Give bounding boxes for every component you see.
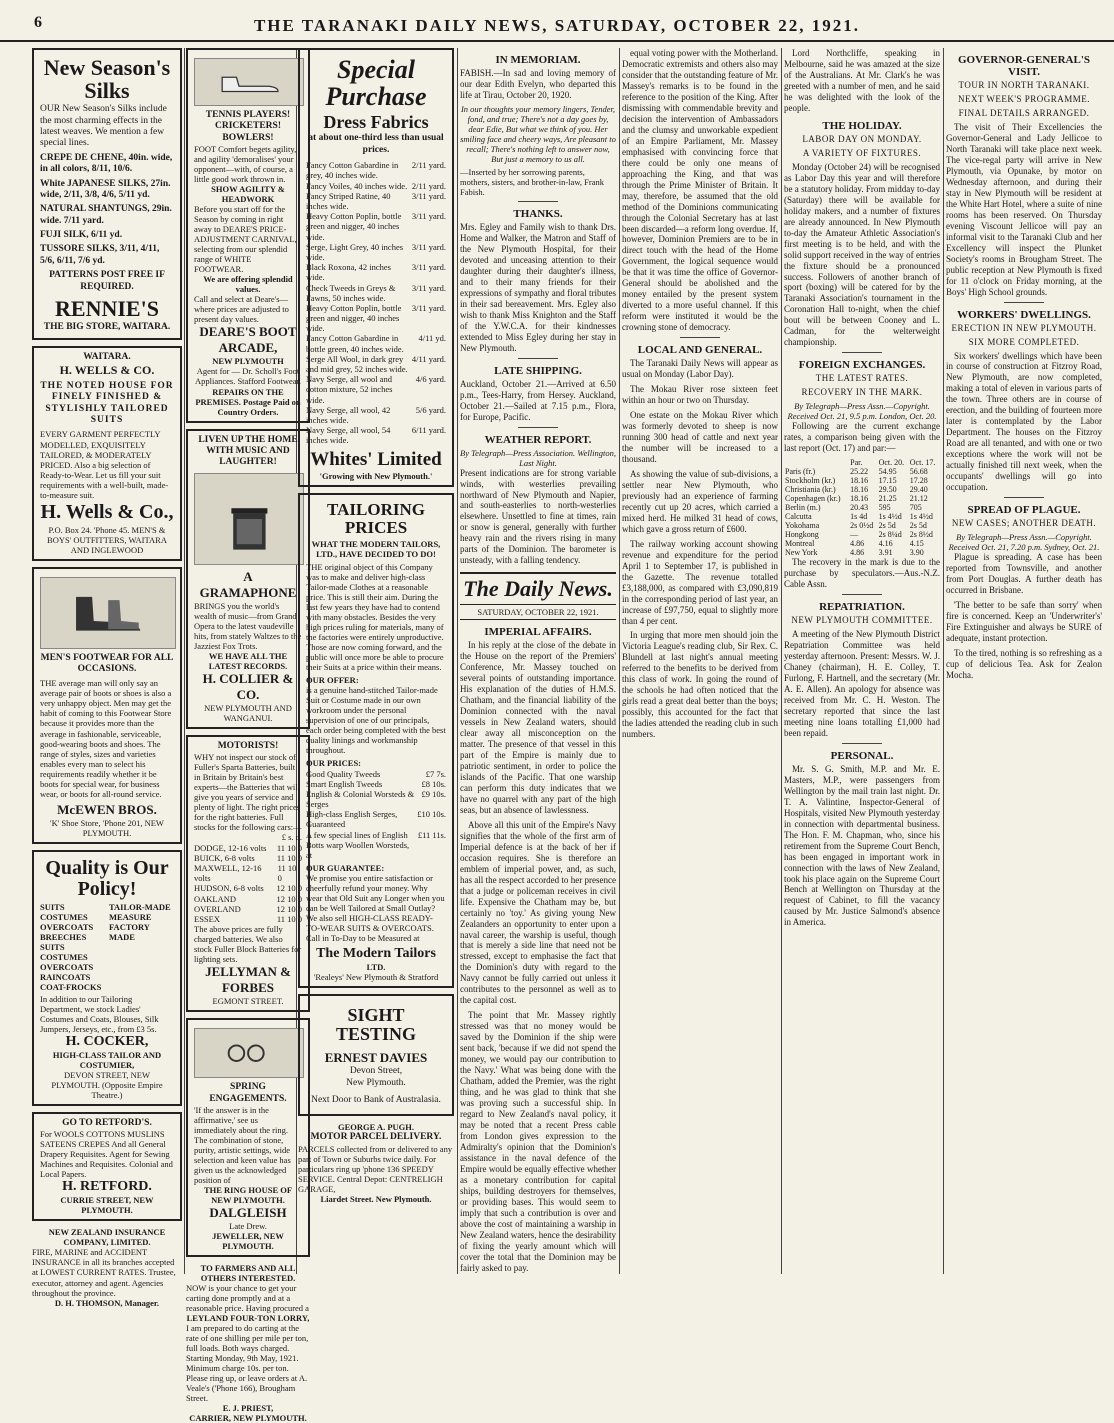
holiday-heading: THE HOLIDAY. [822, 119, 902, 132]
paragraph: The Mokau River rose sixteen feet within an hour or two on Thursday. [622, 384, 778, 406]
shop-address: P.O. Box 24. 'Phone 45. MEN'S & BOYS' OUTFITTERS, WAITARA AND INGLEWOOD [47, 524, 167, 555]
divider [518, 358, 558, 359]
shop-agent: Agent for — Dr. Scholl's Foot Appliances. Stafford Footwear. [194, 366, 302, 387]
ring-icon [217, 1034, 282, 1072]
price-row: Fancy Striped Ratine, 40 inches wide. 3/11 yard. [306, 190, 446, 212]
paragraph: The point that Mr. Massey rightly stressed was that no money would be saved by the Dominion if the ship were sent back, 'because if we did not spend the money, we would pay our contribution to the Navy.' What was being done with the Chatham, added the Premier, was the right thing, and he was glad to think that she was proving such a successful ship. In regard to New Zealand's naval policy, it may be noted that a recent Press cable from London gives expression to the Admiralty's opinion that the Dominion's assistance in the naval defence of the Empire would be equally effective whether as a monetary contribution for capital ships, building destroyers for themselves, or providing bases. This would seem to imply that such a contribution is over and above the cost of maintaining a warship in New Zealand waters, hence the desirability of fixing the yearly amount which will cover the total that the Dominion may be fairly asked to pay. [460, 1010, 616, 1273]
ad-body-2: I am prepared to do carting at the rate of one shilling per mile per ton, full loads. Both ways charged. Starting Monday, 9th May, 1921. Minimum charge 10s. per ton. Please ring up, or leave orders at A. Veale's ('Phone 166), Brougham Street. [186, 1323, 309, 1404]
holiday-body [784, 162, 940, 348]
guarantee-heading: OUR GUARANTEE: [306, 863, 385, 874]
ad-records: WE HAVE ALL THE LATEST RECORDS. [208, 650, 288, 671]
ad-title: TENNIS PLAYERS! CRICKETERS! BOWLERS! [205, 110, 291, 143]
plague-heading: SPREAD OF PLAGUE. [967, 504, 1081, 517]
table-row: Calcutta 1s 4d 1s 4½d 1s 4½d [785, 512, 933, 522]
column-rule [184, 48, 185, 1274]
paragraph: 'The better to be safe than sorry' when fire is concerned. Keep an 'Underwriter's' Fire Extinguisher and always be SURE of adequate, instant protection. [946, 600, 1102, 643]
paragraph: To the tired, nothing is so refreshing as a cup of delicious Tea. Ask for Zealon Mocha. [946, 647, 1102, 680]
dwellings-subheading: ERECTION IN NEW PLYMOUTH. [951, 322, 1097, 333]
editorial-heading: IMPERIAL AFFAIRS. [484, 626, 592, 639]
local-general-body [622, 358, 778, 740]
local-general-heading: LOCAL AND GENERAL. [637, 344, 763, 357]
shop-street: EGMONT STREET. [212, 996, 284, 1007]
column-3 [298, 48, 454, 1274]
paragraph: Six workers' dwellings which have been in course of construction at Fitzroy Road, New Plymouth, are now completed, making a total of eleven in various parts of the town. Three others are in course of erection, and the building of fourteen more later is contemplated by the Labor Department. The houses on the Fitzroy Road are all tenanted, and with one or two exceptions where the work will not be actually finished till next week, when the occupants' dwellings will go into occupation. [946, 350, 1102, 493]
dwellings-body [946, 351, 1102, 494]
price-row: High-class English Serges, Guaranteed £10 10s. [306, 809, 446, 830]
paragraph: The visit of Their Excellencies the Governor-General and Lady Jellicoe to North Taranaki will take place next week. The vice-regal party will arrive in New Plymouth, via Opunake, by motor on Wednesday afternoon, and during their stay in New Plymouth will be resident at the White Hart Hotel, where a suite of nine rooms has been reserved. On Thursday evening Viscount Jellicoe will pay an informal visit to the Taranaki Club and her Excellency will inspect the Plunket Society's rooms in Brougham Street. The public reception at New Plymouth is fixed for 11 o'clock on Friday morning, at the Boys' High School grounds. [946, 122, 1102, 297]
guarantee-body: We promise you entire satisfaction or cheerfully refund your money. Why wear that Old Suit any Longer when you can be Well Tailored at Small Outlay? We also sell HIGH-CLASS READY-TO-WEAR SUITS & OVERCOATS. Call in To-Day to be Measured at [306, 873, 445, 944]
ad-subtitle: Dress Fabrics [323, 111, 429, 132]
shop-town: NEW PLYMOUTH [212, 356, 284, 367]
cocker-advertisement [32, 850, 182, 1106]
ad-item: TUSSORE SILKS, 3/11, 4/11, 5/6, 6/11, 7/6 yd. [40, 244, 160, 266]
table-row: Yokohama 2s 0½d 2s 5d 2s 5d [785, 521, 927, 531]
price-list-header: £ s. d. [281, 832, 302, 843]
paragraph: The recovery in the mark is due to the purchase by speculators.—Aus.-N.Z. Cable Assn. [784, 557, 940, 590]
shop-name: DEARE'S BOOT ARCADE, [199, 324, 297, 356]
page-number: 6 [34, 14, 42, 31]
editorial-continued [622, 48, 778, 333]
price-row: BUICK, 6-8 volts 11 10 0 [194, 852, 302, 863]
holiday-subheading-2: A VARIETY OF FIXTURES. [802, 147, 922, 158]
price-row: Check Tweeds in Greys & Fawns, 50 inches wide. 3/11 yard. [306, 282, 446, 303]
fabric-price-list [306, 160, 446, 445]
ad-body: THE original object of this Company was to make and deliver high-class Tailor-made Clothes at a reasonable price. This is still their aim. During the last few years they have had to contend with many obstacles. Besides the very high prices ruling for materials, many of the factories were entirely unproductive. Those are now coming forward, and the public will once more be able to procure their Suits at a price within their means. [306, 562, 444, 673]
ad-item: White JAPANESE SILKS, 27in. wide, 2/11, 3/8, 4/6, 5/11 yd. [40, 178, 171, 200]
parcel-delivery-advertisement [298, 1122, 454, 1204]
paper-nameplate: The Daily News. [460, 572, 616, 605]
motorists-advertisement [186, 735, 310, 1012]
shop-address: NEW PLYMOUTH AND WANGANUI. [204, 702, 292, 723]
column-7 [946, 48, 1102, 1274]
ad-item: FUJI SILK, 6/11 yd. [40, 230, 123, 241]
shop-name: H. RETFORD. [62, 1179, 152, 1195]
ad-item: PATTERNS POST FREE IF REQUIRED. [49, 270, 165, 292]
shop-address: DEVON STREET, NEW PLYMOUTH. (Opposite Empire Theatre.) [51, 1069, 163, 1100]
tailoring-advertisement [298, 493, 454, 988]
weather-body: Present indications are for strong variable winds, with westerlies prevailing northward of New Plymouth and Napier, and south-easterlies to north-westerlies elsewhere. Unsettled to fine at times, rain or snow is general, generally with further heavy rain and the rivers rising in many parts of the Dominion. The barometer is unsteady, with a falling tendency. [460, 467, 616, 566]
price-row: HUDSON, 6-8 volts 12 10 0 [194, 883, 302, 894]
ad-title: New Season's Silks [43, 55, 171, 104]
price-row: Serge, Light Grey, 40 inches wide. 3/11 yard. [306, 241, 446, 262]
repatriation-heading: REPATRIATION. [819, 601, 905, 614]
price-row: English & Colonial Worsteds & Serges £9 10s. [306, 788, 446, 810]
price-row: ESSEX 11 10 0 [194, 913, 302, 924]
shop-late: Late Drew. [229, 1221, 267, 1232]
insurance-advertisement [32, 1227, 182, 1307]
ad-body: THE average man will only say an average pair of boots or shoes is also a very unhappy object. Men may get the habit of coming to this Footwear Store because it provides more than the average in fashionable, serviceable, good-wearing boots and shoes. The range of styles, sizes and varieties enables every man to select his requirements readily whether it be boots for special wear, for business wear, or boots for all-round service. [40, 678, 172, 799]
paragraph: equal voting power with the Motherland. Democratic extremists and others also may consider that the outstanding feature of Mr. Massey's remarks is to be found in the reference to the position of the King. After dismissing with commendable brevity and decision the intervention of Ambassadors and the clumsy and unworkable expedient of an Empire Parliament, Mr. Massey emphasised with convincing force that there could be only one means of approaching the King, and that was through the Prime Minister of Britain. It may, therefore, be assumed that the old method of the Dominions communicating through the Colonial Secretary has at last been discarded—a reform long overdue. If, however, Dominion Premiers are to be in direct touch with the head of the Home Government, the logical sequence would be that it was time the office of Governor-General should be abolished and the money entailed by the present system diverted to a more useful channel. If this reform were instituted it would be the crowning stone of democracy. [622, 48, 778, 333]
price-row: Black Roxona, 42 inches wide. 3/11 yard. [306, 262, 446, 283]
exchanges-heading: FOREIGN EXCHANGES. [798, 359, 926, 372]
gramophone-icon [217, 483, 282, 555]
price-row: Good Quality Tweeds £7 7s. [306, 768, 446, 779]
ad-body: FOOT Comfort begets agility, and agility 'demoralises' your opponent—with, of course, a little good work thrown in. [194, 144, 297, 185]
shop-name: RENNIE'S [55, 296, 159, 322]
ad-shop-line: THE RING HOUSE OF NEW PLYMOUTH. [203, 1185, 293, 1206]
ad-name: A GRAMAPHONE [199, 568, 297, 600]
shop-street: THE BIG STORE, WAITARA. [43, 322, 171, 333]
ad-body: PARCELS collected from or delivered to any part of Town or Suburbs twice daily. For particulars ring up 'phone 136 SPEEDY SERVICE. Central Depot: CENTRELIGH GARAGE, [298, 1143, 453, 1194]
shop-name: The Modern Tailors [316, 946, 436, 962]
paragraph: The Taranaki Daily News will appear as usual on Monday (Labor Day). [622, 358, 778, 380]
paragraph: Lord Northcliffe, speaking in Melbourne, said he was amazed at the size of the Australians. At Mr. Clark's he was greeted with a number of men, and he said he was delighted with the look of the people. [784, 48, 940, 113]
ad-items: For WOOLS COTTONS MUSLINS SATEENS CREPES And all General Drapery Requisites. Agent for Sewing Machines and Requisites. Colonial and Local Papers. [40, 1129, 173, 1180]
ad-body: FIRE, MARINE and ACCIDENT INSURANCE in all its branches accepted at LOWEST CURRENT RATES. Trustee, executor, attorney and agent. Agencies throughout the province. [32, 1247, 176, 1298]
editorial-body [460, 640, 616, 1273]
table-row: Berlin (m.) 20.43 595 705 [785, 503, 922, 513]
exchanges-subheading-2: RECOVERY IN THE MARK. [801, 387, 923, 398]
governor-subheading-2: NEXT WEEK'S PROGRAMME. [957, 94, 1091, 104]
shop-repairs: REPAIRS ON THE PREMISES. Postage Paid on Country Orders. [195, 386, 301, 417]
shop-name: McEWEN BROS. [57, 801, 157, 817]
price-row: Serge All Wool, in dark grey and mid grey, 52 inches wide. 4/11 yard. [306, 353, 446, 375]
silks-advertisement [32, 48, 182, 340]
shop-tag: 'Growing with New Plymouth.' [319, 471, 433, 482]
ad-title: NEW ZEALAND INSURANCE COMPANY, LIMITED. [48, 1227, 166, 1248]
shop-address: 'Realeys' New Plymouth & Stratford [313, 972, 439, 983]
exchanges-note [784, 557, 940, 590]
price-row: Navy Serge, all wool, 42 inches wide. 5/6 yard. [306, 404, 446, 425]
garment-list: SUITS COSTUMES OVERCOATS BREECHES SUITS COSTUMES OVERCOATS RAINCOATS COAT-FROCKS [40, 901, 102, 992]
dwellings-heading: WORKERS' DWELLINGS. [957, 308, 1091, 321]
table-row: Hongkong — 2s 8¼d 2s 8½d [785, 530, 933, 540]
ad-body: 'If the answer is in the affirmative,' see us immediately about the ring. The combination of stone, purity, artistic settings, wide selection and keen value has given us the acknowledged position of [194, 1104, 291, 1186]
memoriam-signature: —Inserted by her sorrowing parents, mothers, sisters, and brother-in-law, Frank Fabish. [460, 167, 604, 198]
ad-address: Liardet Street. New Plymouth. [320, 1193, 432, 1204]
holiday-subheading: LABOR DAY ON MONDAY. [802, 133, 922, 144]
ad-name: LEYLAND FOUR-TON LORRY, [186, 1313, 310, 1324]
ad-title: MOTORISTS! [217, 740, 279, 751]
ad-owner: E. J. PRIEST, [222, 1403, 274, 1414]
ad-top: WAITARA. [83, 351, 131, 362]
shoe-icon [217, 64, 282, 101]
price-row: Heavy Cotton Poplin, bottle green and nigger, 40 inches wide. 3/11 yard. [306, 302, 446, 334]
footwear-advertisement [32, 567, 182, 844]
divider [842, 743, 882, 744]
repatriation-body [784, 629, 940, 739]
retford-advertisement [32, 1112, 182, 1222]
repatriation-subheading: NEW PLYMOUTH COMMITTEE. [791, 615, 933, 626]
table-row: Montreal 4.86 4.16 4.15 [785, 539, 924, 549]
price-row: Heavy Cotton Poplin, bottle green and nigger, 40 inches wide. 3/11 yard. [306, 211, 446, 242]
shop-name: DALGLEISH [209, 1205, 287, 1221]
prices-heading: OUR PRICES: [306, 758, 362, 769]
ad-body: EVERY GARMENT PERFECTLY MODELLED, EXQUISITELY TAILORED, & MODERATELY PRICED. Also a big selection of Ready-to-Wear. Let us fill your suit requirements with a well-built, made-to-measure suit. [40, 429, 169, 500]
price-row: MAXWELL, 12-16 volts 11 10 0 [194, 862, 297, 884]
ad-name: ERNEST DAVIES [324, 1050, 428, 1066]
ad-owner: GEORGE A. PUGH. [337, 1122, 415, 1133]
table-row: Paris (fr.) 25.22 54.95 56.68 [785, 467, 928, 477]
plague-subheading: NEW CASES; ANOTHER DEATH. [951, 518, 1097, 529]
divider [1004, 497, 1044, 498]
tennis-advertisement [186, 48, 310, 423]
column-rule [619, 48, 620, 1274]
editorial-dateline: SATURDAY, OCTOBER 22, 1921. [460, 607, 616, 620]
ad-subtitle: WHAT THE MODERN TAILORS, LTD., HAVE DECIDED TO DO! [311, 539, 441, 560]
price-row: Fancy Cotton Gabardine in grey, 40 inches wide. 2/11 yard. [306, 160, 446, 181]
price-row: Fancy Cotton Gabardine in bottle green, 40 inches wide. 4/11 yd. [306, 333, 446, 354]
suit-price-list [306, 769, 446, 861]
paragraph: Plague is spreading. A case has been reported from Townsville, and another from Port Douglas. A further death has occurred in Brisbane. [946, 552, 1102, 596]
paragraph: One estate on the Mokau River which was formerly devoted to sheep is now running 300 head of cattle and next year the number will be increased to a thousand. [622, 410, 778, 464]
paragraph: As showing the value of sub-divisions, a settler near New Plymouth, who previously had an experience of farming recently cut up 20 acres, which carried a mixed herd. He milked 31 head of cows, which gave a gross return of £600. [622, 468, 778, 534]
table-header: Par. Oct. 20. Oct. 17. [850, 458, 936, 468]
plague-body [946, 552, 1102, 596]
shop-name: H. Wells & Co., [40, 500, 174, 523]
battery-price-list [194, 832, 302, 924]
column-rule [457, 48, 458, 1274]
shop-ltd: LTD. [366, 962, 386, 973]
ad-slogan: SHOW AGILITY & HEADWORK [211, 184, 285, 205]
column-1 [32, 48, 182, 1308]
column-rule [943, 48, 944, 1274]
column-rule [781, 48, 782, 1274]
local-continued [784, 48, 940, 114]
divider [680, 337, 720, 338]
price-row: Navy Serge, all wool, 54 inches wide. 6/11 yard. [306, 425, 446, 446]
ad-body-2: Before you start off for the Season by coming in right away to DEARE'S PRICE-ADJUSTMENT CARNIVAL, selecting from our splendid range of WHITE FOOTWEAR. [194, 204, 297, 275]
ad-tag: THE NOTED HOUSE FOR FINELY FINISHED & STYLISHLY TAILORED SUITS [40, 380, 174, 426]
table-row: Stockholm (kr.) 18.16 17.15 17.28 [785, 476, 928, 486]
rings-illustration [194, 1028, 304, 1078]
lorry-advertisement [186, 1263, 310, 1423]
price-row: Fancy Voiles, 40 inches wide. 2/11 yard. [306, 180, 446, 191]
governor-subheading: TOUR IN NORTH TARANAKI. [958, 80, 1090, 90]
shipping-heading: LATE SHIPPING. [494, 364, 582, 377]
ad-note: Call and select at Deare's—where prices are adjusted to present day values. [194, 294, 289, 325]
shop-trade: HIGH-CLASS TAILOR AND COSTUMIER, [52, 1049, 162, 1070]
column-6 [784, 48, 940, 1274]
exchange-rates-table [784, 458, 940, 557]
shop-address: CURRIE STREET, NEW PLYMOUTH. [60, 1195, 154, 1216]
exchanges-body [784, 421, 940, 454]
price-row: OAKLAND 12 10 0 [194, 893, 302, 904]
ad-title: Quality is Our Policy! [45, 856, 169, 900]
shop-trade: JEWELLER, NEW PLYMOUTH. [212, 1231, 284, 1252]
gramophone-advertisement [186, 429, 310, 729]
paragraph: Monday (October 24) will be recognised as Labor Day this year and will therefore be a statutory holiday. From midday to-day (Saturday) there will be available for holiday makers, and a number of fixtures are already announced. In New Plymouth to-day the Amateur Athletic Association's first meeting is to be held, and with the solid support received in the way of entries the fixture should be a pronounced success. Followers of another branch of sport (boxing) will be catered for by the Taranaki Association's tournament in the Coronation Hall to-night, when the chief bout will be between Cooney and L. Cadman, for the welterweight championship. [784, 161, 940, 348]
shipping-body: Auckland, October 21.—Arrived at 6.50 p.m., Tees-Harry, from Hersey. Auckland, October 21.—Sailed at 7.15 p.m., Flora, for Europe, Pacific. [460, 378, 616, 422]
ad-item: CREPE DE CHENE, 40in. wide, in all colors, 8/11, 10/6. [40, 152, 173, 175]
ad-subtitle-2: at about one-third less than usual prices. [308, 133, 444, 155]
ad-body: BRINGS you the world's wealth of music—from Grand Opera to the latest vaudeville hits, from stately Waltzes to the Jazziest Fox Trots. [194, 600, 302, 651]
weather-credit: By Telegraph—Press Association. Wellington, Last Night. [460, 447, 616, 468]
price-row: OVERLAND 12 10 0 [194, 903, 302, 914]
price-row: Smart English Tweeds £8 10s. [306, 778, 446, 789]
ad-body: In addition to our Tailoring Department, we stock Ladies' Costumes and Coats, Blouses, Silk Jumpers, Jerseys, etc., from £3 5s. [40, 993, 159, 1034]
garment-type: TAILOR-MADE MEASURE FACTORY MADE [109, 901, 171, 942]
ad-offer: We are offering splendid values. [203, 274, 293, 295]
masthead [0, 0, 1114, 42]
table-row: New York 4.86 3.91 3.90 [785, 548, 924, 558]
ad-body: WHY not inspect our stock of Fuller's Sparta Batteries, built in Britain by Britain's best experts—the Batteries that will give you years of service and plenty of light. The right prices for the right batteries. Full stocks for the following cars:— [194, 752, 302, 833]
exchanges-credit: By Telegraph—Press Assn.—Copyright. Received Oct. 21, 9.5 p.m. London, Oct. 20. [787, 401, 937, 422]
thanks-heading: THANKS. [513, 208, 563, 221]
memoriam-body: FABISH.—In sad and loving memory of our dear Edith Evelyn, who departed this life at Tirau, October 20, 1920. [460, 68, 616, 100]
shop-name: H. COLLIER & CO. [202, 670, 294, 702]
ad-title: TO FARMERS AND ALL OTHERS INTERESTED. [200, 1263, 296, 1284]
ad-trade: CARRIER, NEW PLYMOUTH. [189, 1413, 307, 1423]
paragraph: Above all this unit of the Empire's Navy signifies that the whole of the first arm of Imperial defence is at the back of her if occasion requires. She is therefore an emblem of imperial power, and, as such, has all the respect accorded to her presence that a judge or policeman receives in civil life. Expensive the Chatham may be, but certainly no 'toy.' As giving young New Zealanders an opportunity to enter upon a naval career, the warship is useful, though that is merely a side line that need not be stressed, except to emphasise the fact that the Dominion's duty with regard to the Navy cannot be fully carried out unless it contributes to the personnel as well as to the capital cost. [460, 819, 616, 1006]
paragraph: Following are the current exchange rates, a comparison being given with the last report (Oct. 17) and par:— [784, 421, 940, 454]
shop-name: Whites' Limited [310, 448, 442, 470]
price-row: Navy Serge, all wool and cotton mixture, 52 inches wide. 4/6 yard. [306, 374, 446, 405]
column-5 [622, 48, 778, 1274]
shop-name: H. COCKER, [65, 1033, 149, 1049]
paragraph: In his reply at the close of the debate in the House on the report of the Premiers' Conference, Mr. Massey touched on several points of outstanding importance. His explanation of the duties of H.M.S. Chatham, and the financial liability of the Dominion connected with the naval vessels in New Zealand waters, should clear away all misconception on the matter. The presence of that vessel in this part of the Empire is mainly due to patriotic sentiment, in order to police the islands of the Pacific. That one warship can perform this duty indicates that we have no quarrel with any part of the high seas, but an absence of lawlessness. [460, 640, 616, 815]
ad-title: GO TO RETFORD'S. [62, 1117, 152, 1128]
offer-heading: OUR OFFER: [306, 675, 359, 686]
governor-body [946, 122, 1102, 298]
paragraph: A meeting of the New Plymouth District Repatriation Committee was held yesterday afternoon. Present: Messrs. W. J. Chaney (chairman), H. E. Colley, T. Furlong, F. Hartnell, and the secretary (Mr. A. E. Allen). An apology for absence was received from Mr. C. H. Weston. The secretary reported that since the last meeting nine loans totalling £1,000 had been repaid. [784, 629, 940, 738]
sight-testing-advertisement [298, 994, 454, 1116]
ad-name: H. WELLS & CO. [59, 362, 155, 377]
table-row: Copenhagen (kr.) 18.16 21.25 21.12 [785, 494, 928, 504]
table-row: Christiania (kr.) 18.16 29.50 29.40 [785, 485, 928, 495]
price-row: DODGE, 12-16 volts 11 10 0 [194, 842, 302, 853]
weather-heading: WEATHER REPORT. [484, 433, 592, 446]
paragraph: The railway working account showing revenue and expenditure for the period April 1 to September 17, is published in the Gazette. The revenue totalled £3,188,000, as compared with £3,090,819 in the corresponding period of last year, an increase of £97,750, equal to slightly more than 4 per cent. [622, 538, 778, 626]
paragraph: In urging that more men should join the Victoria League's reading club, Sir Rex. C. Blundell at last night's annual meeting referred to the benefits to be derived from this class of work. In going the round of the schools he had often noticed that the girls read a great deal better than the boys; possibly, this accounted for the fact that the ladies attended the reading club in such numbers. [622, 630, 778, 740]
thanks-body: Mrs. Egley and Family wish to thank Drs. Home and Walker, the Matron and Staff of the New Plymouth Hospital, for their devoted and unceasing attention to their daughter during their daughter's illness, and to their many friends for their expressions of sympathy and floral tributes in their sad bereavement. Mrs. Egley also wish to thank Miss Knighton and the Staff of the Y.W.C.A. for their kindnesses extended to Miss Egley during her stay in New Plymouth. [460, 222, 616, 353]
personal-body [784, 764, 940, 929]
governor-heading: GOVERNOR-GENERAL'S VISIT. [957, 54, 1091, 78]
divider [1004, 302, 1044, 303]
shoe-illustration [194, 58, 304, 106]
dress-fabrics-advertisement [298, 48, 454, 487]
paragraph: Mr. S. G. Smith, M.P. and Mr. E. Masters, M.P., were passengers from Wellington by the mail train last night. Dr. T. A. Valintine, Inspector-General of Hospitals, visited New Plymouth yesterday in connection with departmental business. The Hon. F. M. Chapman, who, since his retirement from the Supreme Court Bench, has been engaged in important work in connection with the laws of New Zealand, took his place again on the Supreme Court Bench at Wellington on Thursday at the request of Cabinet, to fill the vacancy caused by Mr. Justice Salmond's absence in America. [784, 763, 940, 928]
extinguisher-advert [946, 600, 1102, 644]
boot-icon [68, 585, 148, 641]
ad-intro: OUR New Season's Silks include the most charming effects in the latest weaves. We mention a few special lines. [40, 104, 167, 149]
ad-item: NATURAL SHANTUNGS, 29in. wide. 7/11 yard. [40, 204, 172, 226]
ad-title: SIGHT TESTING [335, 1005, 417, 1045]
memoriam-verse: In our thoughts your memory lingers, Tender, fond, and true; There's not a day goes by, dear Edie, But what we think of you. Her smiling face and cheery ways, Are pleasant to recall; There's nothing left to answer now, But just a memory to us all. [460, 103, 616, 164]
offer-body: is a genuine hand-stitched Tailor-made Suit or Costume made in our own workroom under the personal supervision of one of our principals, each order being completed with the best quality linings and workmanship throughout. [306, 685, 446, 756]
ad-title: MEN'S FOOTWEAR FOR ALL OCCASIONS. [40, 652, 174, 675]
ad-street: Devon Street, [349, 1066, 403, 1077]
dwellings-subheading-2: SIX MORE COMPLETED. [968, 336, 1080, 347]
rings-advertisement [186, 1018, 310, 1257]
ad-title: Special Purchase [325, 55, 427, 112]
newspaper-title: THE TARANAKI DAILY NEWS, SATURDAY, OCTOBER 22, 1921. [253, 16, 861, 35]
governor-subheading-3: FINAL DETAILS ARRANGED. [958, 108, 1090, 118]
ad-title: MOTOR PARCEL DELIVERY. [310, 1132, 442, 1143]
personal-heading: PERSONAL. [830, 749, 894, 762]
boots-illustration [40, 577, 176, 649]
ad-body: NOW is your chance to get your carting done promptly and at a reasonable price. Having procured a [186, 1283, 309, 1314]
ad-title: SPRING ENGAGEMENTS. [209, 1082, 287, 1104]
ad-location: Next Door to Bank of Australasia. [311, 1094, 441, 1105]
divider [842, 352, 882, 353]
ad-footer: The above prices are fully charged batteries. We also stock Fuller Block Batteries for lighting sets. [194, 924, 302, 965]
price-row: A few special lines of English Botts warp Woollen Worsteds, at £11 11s. [306, 829, 446, 860]
shop-address: 'K' Shoe Store, 'Phone 201, NEW PLYMOUTH. [50, 817, 164, 838]
gramophone-illustration [194, 473, 304, 565]
ad-agent: D. H. THOMSON, Manager. [54, 1297, 160, 1308]
column-4 [460, 48, 616, 1274]
memoriam-heading: IN MEMORIAM. [495, 54, 581, 66]
shop-name: JELLYMAN & FORBES [205, 964, 291, 996]
divider [842, 594, 882, 595]
ad-title: LIVEN UP THE HOME WITH MUSIC AND LAUGHTER! [198, 434, 298, 468]
ad-title: TAILORING PRICES [327, 500, 425, 538]
divider [518, 427, 558, 428]
plague-credit: By Telegraph—Press Assn.—Copyright. Received Oct. 21, 7.20 p.m. Sydney, Oct. 21. [948, 532, 1100, 553]
tea-advert [946, 648, 1102, 681]
divider [518, 201, 558, 202]
exchanges-subheading: THE LATEST RATES. [815, 373, 909, 384]
column-2 [186, 48, 310, 1423]
ad-town: New Plymouth. [346, 1077, 406, 1088]
wells-advertisement [32, 346, 182, 561]
